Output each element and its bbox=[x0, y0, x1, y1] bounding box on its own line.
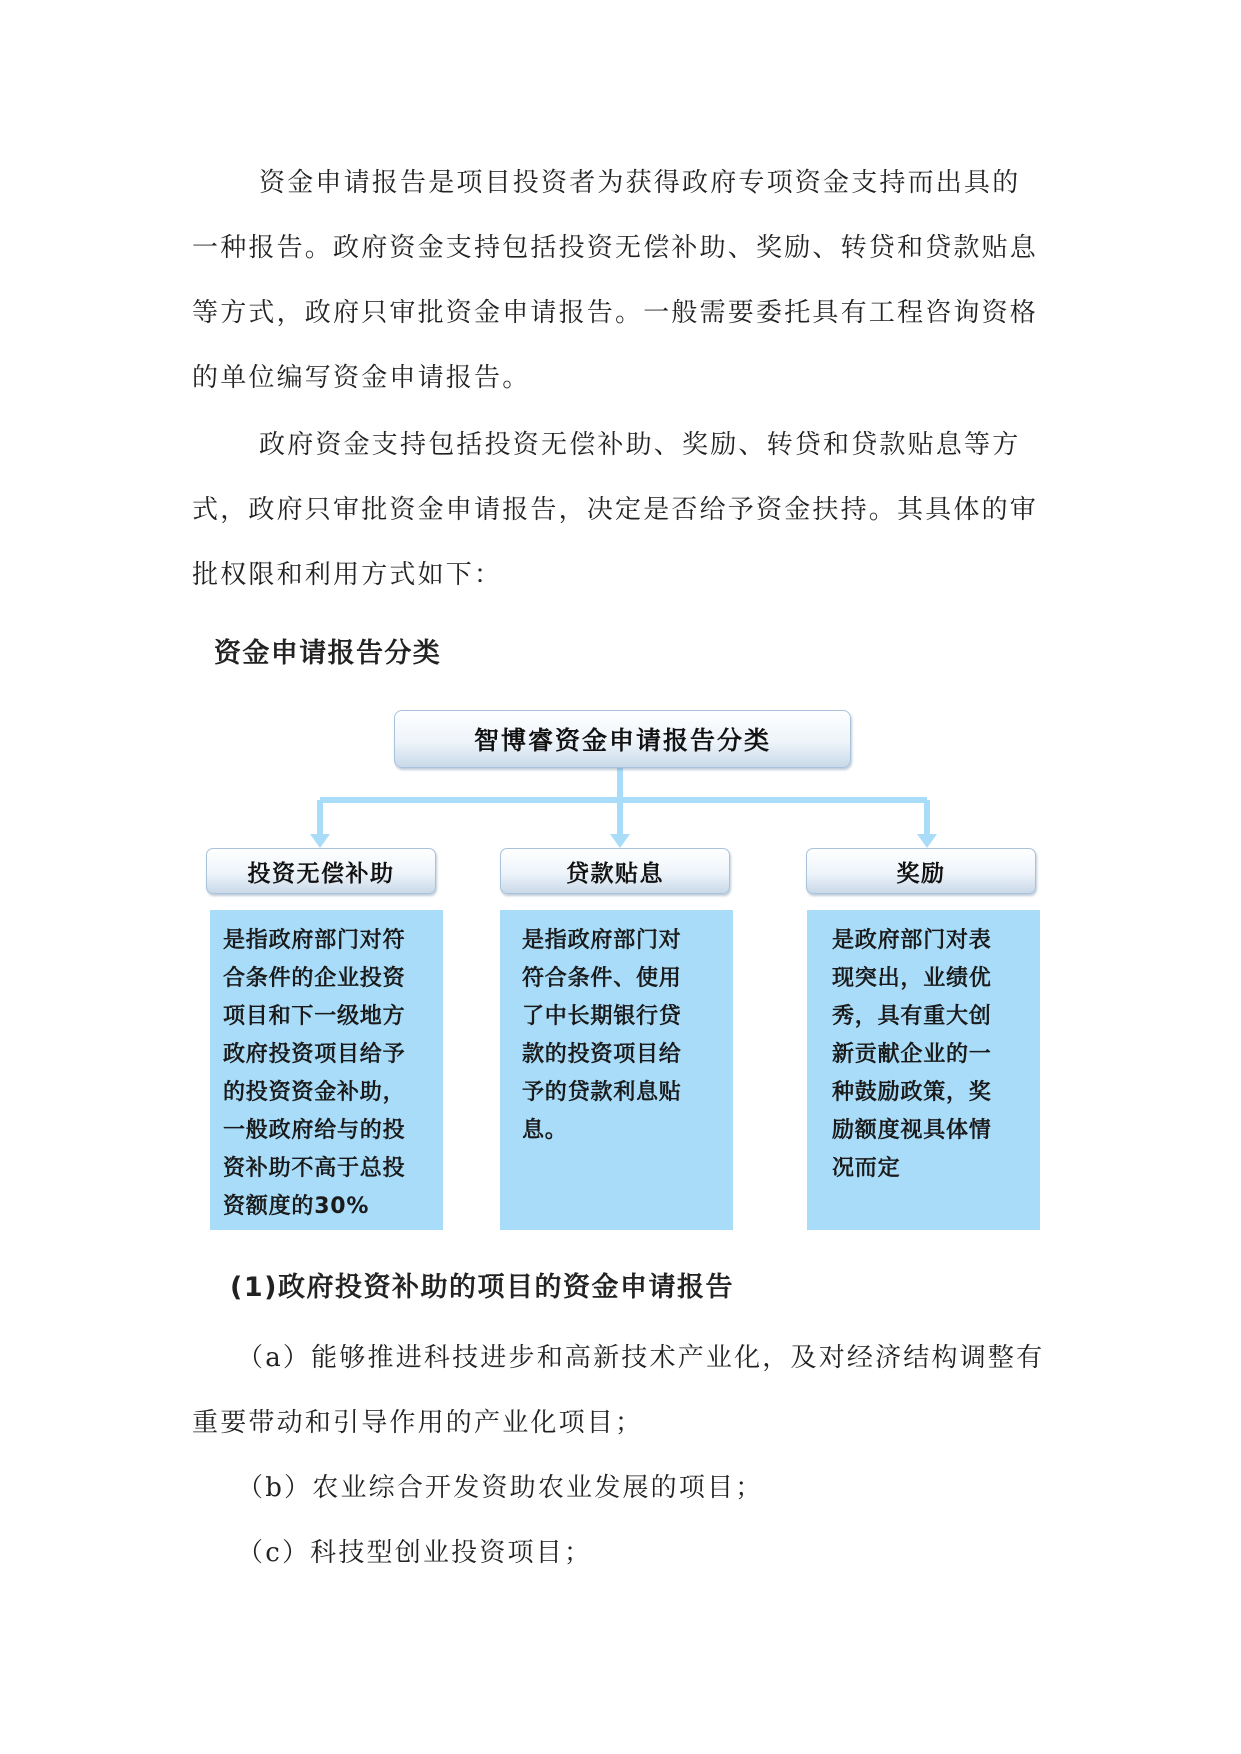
paragraph-line: 的单位编写资金申请报告。 bbox=[192, 363, 531, 393]
approval-paragraph bbox=[192, 413, 1059, 608]
sub-heading: (1)政府投资补助的项目的资金申请报告 bbox=[230, 1272, 734, 1303]
list-item-line: 重要带动和引导作用的产业化项目； bbox=[192, 1408, 644, 1438]
desc-line: 符合条件、使用 bbox=[522, 966, 682, 991]
diagram-root-box: 智博睿资金申请报告分类 bbox=[394, 710, 851, 768]
desc-line: 资补助不高于总投 bbox=[223, 1156, 406, 1181]
arrow-head-3 bbox=[917, 834, 937, 848]
paragraph-line: 批权限和利用方式如下： bbox=[192, 560, 503, 590]
desc-line: 是指政府部门对 bbox=[522, 928, 682, 953]
desc-line: 了中长期银行贷 bbox=[522, 1004, 682, 1029]
list-item-line: （b）农业综合开发资助农业发展的项目； bbox=[237, 1473, 764, 1503]
desc-line: 项目和下一级地方 bbox=[223, 1004, 406, 1029]
category-reward: 奖励 bbox=[806, 848, 1036, 894]
list-item-c bbox=[192, 1521, 1059, 1586]
desc-line: 励额度视具体情 bbox=[832, 1118, 992, 1143]
list-item-line: （a）能够推进科技进步和高新技术产业化，及对经济结构调整有 bbox=[237, 1343, 1045, 1373]
list-item-a bbox=[192, 1326, 1059, 1456]
category-loan-interest-subsidy: 贷款贴息 bbox=[500, 848, 730, 894]
paragraph-line: 政府资金支持包括投资无偿补助、奖励、转贷和贷款贴息等方 bbox=[259, 430, 1021, 460]
desc-line: 是指政府部门对符 bbox=[223, 928, 406, 953]
paragraph-line: 资金申请报告是项目投资者为获得政府专项资金支持而出具的 bbox=[259, 168, 1021, 198]
desc-line: 息。 bbox=[522, 1118, 568, 1143]
desc-line: 款的投资项目给 bbox=[522, 1042, 682, 1067]
desc-line: 合条件的企业投资 bbox=[223, 966, 406, 991]
desc-line: 秀，具有重大创 bbox=[832, 1004, 992, 1029]
intro-paragraph bbox=[192, 151, 1059, 411]
desc-line: 现突出，业绩优 bbox=[832, 966, 992, 991]
section-title: 资金申请报告分类 bbox=[214, 638, 442, 669]
desc-reward bbox=[807, 910, 1040, 1230]
list-item-line: （c）科技型创业投资项目； bbox=[237, 1538, 593, 1568]
desc-line: 况而定 bbox=[832, 1156, 901, 1181]
paragraph-line: 等方式，政府只审批资金申请报告。一般需要委托具有工程咨询资格 bbox=[192, 298, 1039, 328]
arrow-head-2 bbox=[610, 834, 630, 848]
desc-line: 予的贷款利息贴 bbox=[522, 1080, 682, 1105]
desc-line: 资额度的30% bbox=[223, 1194, 370, 1219]
paragraph-line: 一种报告。政府资金支持包括投资无偿补助、奖励、转贷和贷款贴息 bbox=[192, 233, 1039, 263]
desc-line: 一般政府给与的投 bbox=[223, 1118, 406, 1143]
paragraph-line: 式，政府只审批资金申请报告，决定是否给予资金扶持。其具体的审 bbox=[192, 495, 1039, 525]
desc-investment-subsidy bbox=[210, 910, 443, 1230]
desc-line: 新贡献企业的一 bbox=[832, 1042, 992, 1067]
list-item-b bbox=[192, 1456, 1059, 1521]
arrow-head-1 bbox=[310, 834, 330, 848]
desc-line: 的投资资金补助， bbox=[223, 1080, 406, 1105]
desc-line: 政府投资项目给予 bbox=[223, 1042, 406, 1067]
desc-line: 种鼓励政策，奖 bbox=[832, 1080, 992, 1105]
desc-line: 是政府部门对表 bbox=[832, 928, 992, 953]
category-investment-subsidy: 投资无偿补助 bbox=[206, 848, 436, 894]
desc-loan-interest-subsidy bbox=[500, 910, 733, 1230]
